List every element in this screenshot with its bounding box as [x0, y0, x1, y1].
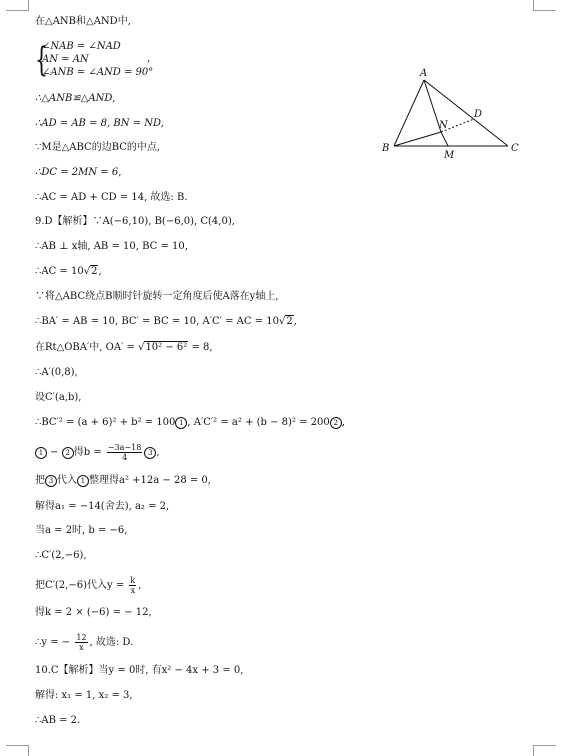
label-c: C: [511, 143, 519, 154]
text-line: [35, 474, 211, 488]
system-tail: ,: [147, 53, 151, 64]
text-line: ∴A′(0,8),: [35, 367, 78, 378]
text-line: ∴AB = 2.: [35, 715, 81, 726]
text-line: [35, 315, 297, 329]
sqrt-symbol: √: [83, 266, 91, 277]
fraction: [75, 633, 87, 652]
circled-number: 1: [35, 447, 47, 459]
text-line: 解得: x₁ = 1, x₂ = 3,: [35, 690, 133, 701]
segment-nm: [441, 132, 448, 146]
sqrt-symbol: √: [279, 316, 286, 327]
page-corner-mark: [533, 0, 556, 11]
fraction-denominator: 4: [122, 453, 128, 462]
text-segment: ,: [293, 316, 297, 327]
label-d: D: [474, 109, 483, 120]
text-line: 10.C【解析】当y = 0时, 有x² − 4x + 3 = 0,: [35, 665, 244, 676]
text-segment: 整理得a² +12a − 28 = 0,: [89, 475, 211, 486]
sqrt-radicand: 10² − 6²: [145, 342, 188, 353]
fraction-denominator: x: [130, 586, 136, 595]
triangle-figure: [378, 64, 528, 164]
text-line: 9.D【解析】∵A(−6,10), B(−6,0), C(4,0),: [35, 216, 235, 227]
label-m: M: [444, 150, 455, 161]
text-line: 当a = 2时, b = −6,: [35, 525, 128, 536]
text-line: ∴DC = 2MN = 6,: [35, 167, 122, 178]
label-a: A: [420, 68, 428, 79]
system-row: AN = AN: [42, 54, 89, 65]
text-line: ∴AC = AD + CD = 14, 故选: B.: [35, 192, 188, 203]
text-line: [35, 341, 213, 355]
text-line: ∵M是△ABC的边BC的中点,: [35, 142, 161, 153]
sqrt-radicand: 2: [286, 316, 293, 327]
fraction-numerator: −3a−18: [107, 443, 142, 452]
text-segment: ∴y = −: [35, 637, 74, 648]
fraction-numerator: 12: [76, 633, 87, 642]
system-row: ∠ANB = ∠AND = 90°: [42, 67, 154, 78]
text-line: ∴C′(2,−6),: [35, 550, 87, 561]
label-n: N: [439, 120, 448, 131]
fraction: [129, 576, 136, 595]
sqrt-radicand: 2: [91, 266, 98, 277]
page-corner-mark: [6, 745, 29, 756]
text-line: 设C′(a,b),: [35, 392, 82, 403]
fraction-numerator: k: [130, 576, 136, 585]
text-line: [35, 576, 141, 595]
circled-number: 3: [144, 447, 156, 459]
text-line: [35, 265, 102, 279]
circled-number: 1: [77, 475, 89, 487]
text-line: 在△ANB和△AND中,: [35, 16, 131, 27]
text-line: ∴△ANB≌△AND,: [35, 93, 116, 104]
text-line: ∴AD = AB = 8, BN = ND,: [35, 118, 164, 129]
text-line: [35, 416, 345, 430]
text-segment: ∴BA′ = AB = 10, BC′ = BC = 10, A′C′ = AC = 10: [35, 316, 280, 327]
text-segment: 在Rt△OBA′中, OA′ =: [35, 342, 139, 353]
text-segment: ,: [138, 580, 142, 591]
text-line: 得k = 2 × (−6) = − 12,: [35, 607, 152, 618]
fraction: [107, 443, 142, 462]
text-line: 解得a₁ = −14(舍去), a₂ = 2,: [35, 501, 170, 512]
page-corner-mark: [533, 745, 556, 756]
fraction-denominator: x: [79, 643, 84, 652]
circled-number: 2: [330, 417, 342, 429]
circled-number: 3: [45, 475, 57, 487]
label-b: B: [382, 143, 390, 154]
text-segment: , A′C′² = a² + (b − 8)² = 200: [187, 417, 330, 428]
text-segment: 得b =: [73, 447, 105, 458]
text-segment: 代入: [57, 475, 77, 486]
text-segment: −: [47, 447, 62, 458]
text-segment: 把: [35, 475, 45, 486]
text-segment: = 8,: [188, 342, 213, 353]
text-segment: , 故选: D.: [89, 637, 134, 648]
page-corner-mark: [6, 0, 29, 11]
text-segment: 把C′(2,−6)代入y =: [35, 580, 128, 591]
system-row: ∠NAB = ∠NAD: [42, 41, 121, 52]
text-segment: ∴BC′² = (a + 6)² + b² = 100: [35, 417, 176, 428]
brace: {: [35, 40, 48, 80]
text-segment: ,: [341, 417, 345, 428]
text-line: [35, 443, 160, 462]
circled-number: 2: [62, 447, 74, 459]
text-segment: ,: [156, 447, 160, 458]
sqrt-symbol: √: [138, 342, 145, 353]
segment-ac: [424, 80, 508, 146]
segment-ab: [394, 80, 424, 146]
segment-bn: [394, 132, 441, 146]
text-line: ∵将△ABC绕点B顺时针旋转一定角度后使A落在y轴上,: [35, 291, 279, 302]
text-line: [35, 633, 133, 652]
text-line: ∴AB ⊥ x轴, AB = 10, BC = 10,: [35, 241, 188, 252]
circled-number: 1: [175, 417, 187, 429]
text-segment: ,: [98, 266, 102, 277]
text-segment: ∴AC = 10: [35, 266, 84, 277]
